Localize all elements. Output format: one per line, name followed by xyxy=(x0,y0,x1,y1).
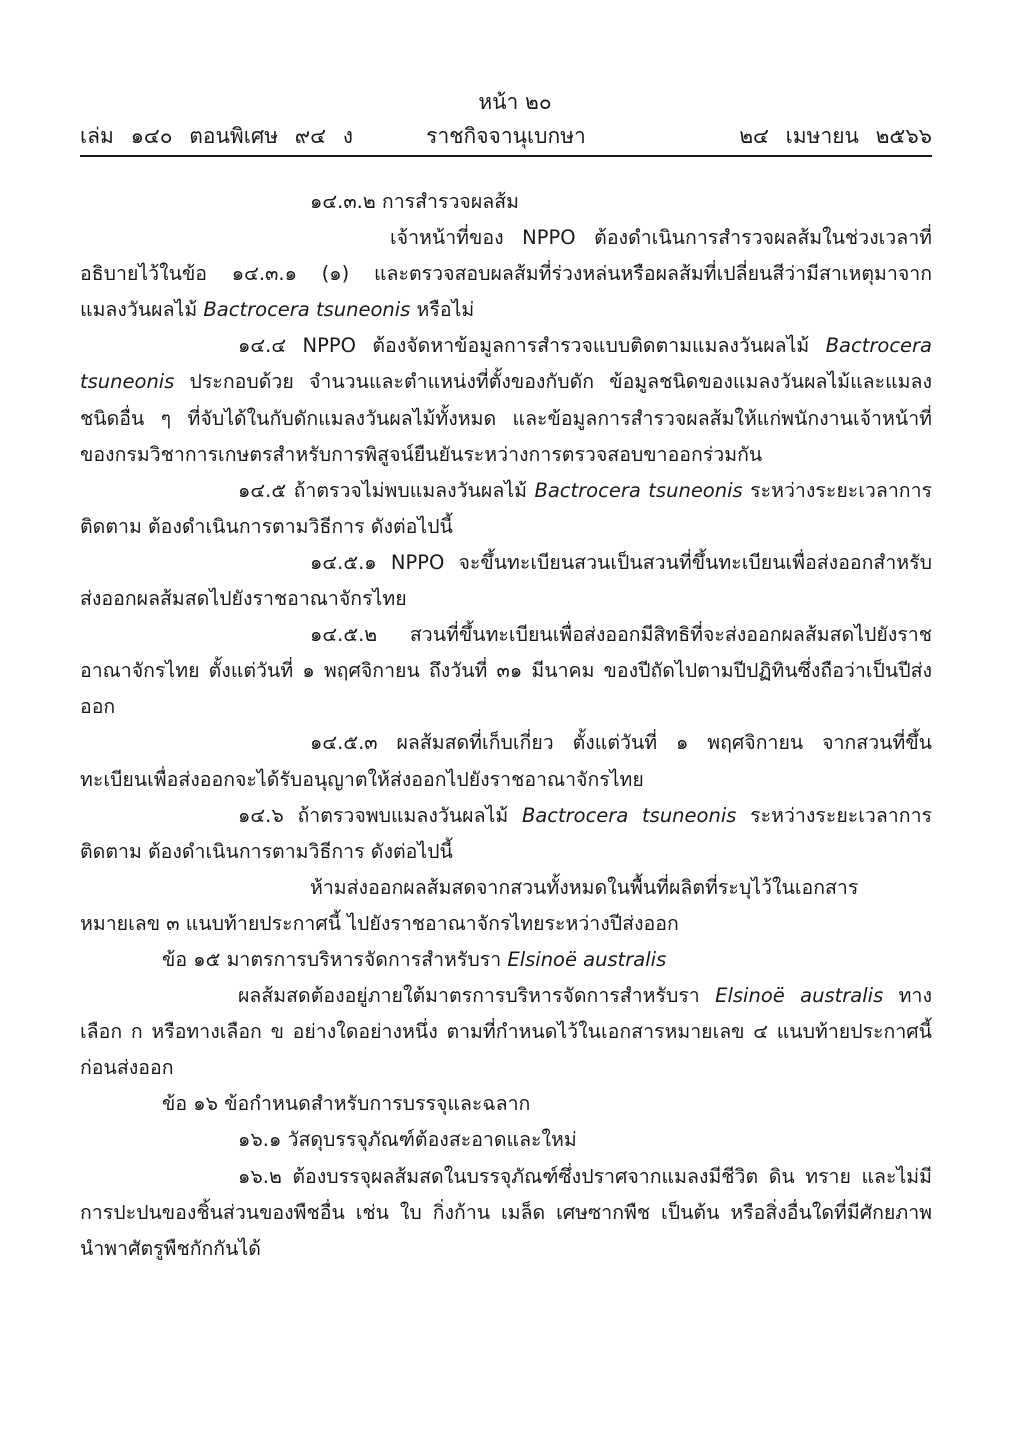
paragraph-14-5-3: ๑๔.๕.๓ ผลส้มสดที่เก็บเกี่ยว ตั้งแต่วันที่ ๑ พฤศจิกายน จากสวนที่ขึ้นทะเบียนเพื่อส่งออกจะได้รับอนุญาตให้ส่งออกไปยังราชอาณาจักรไทย xyxy=(80,731,932,791)
paragraph-14-5-2: ๑๔.๕.๒ สวนที่ขึ้นทะเบียนเพื่อส่งออกมีสิทธิที่จะส่งออกผลส้มสดไปยังราชอาณาจักรไทย ตั้งแต่วันที่ ๑ พฤศจิกายน ถึงวันที่ ๓๑ มีนาคม ของปีถัดไปตามปีปฏิทินซึ่งถือว่าเป็นปีส่งออก xyxy=(80,623,932,719)
section-heading-14-3-2: ๑๔.๓.๒ การสำรวจผลส้ม xyxy=(310,190,519,213)
publication-date: ๒๔ เมษายน ๒๕๖๖ xyxy=(739,124,932,148)
paragraph-export-ban: ห้ามส่งออกผลส้มสดจากสวนทั้งหมดในพื้นที่ผลิตที่ระบุไว้ในเอกสารหมายเลข ๓ แนบท้ายประกาศนี้ ไปยังราชอาณาจักรไทยระหว่างปีส่งออก xyxy=(80,875,859,935)
clause-15-heading: ข้อ ๑๕ มาตรการบริหารจัดการสำหรับรา Elsinoë australis xyxy=(162,947,667,971)
species-name: Bactrocera tsuneonis xyxy=(80,334,932,394)
species-name: Bactrocera tsuneonis xyxy=(521,803,737,827)
species-name: Bactrocera tsuneonis xyxy=(203,298,411,322)
paragraph-14-5: ๑๔.๕ ถ้าตรวจไม่พบแมลงวันผลไม้ Bactrocera tsuneonis ระหว่างระยะเวลาการติดตาม ต้องดำเนินการตามวิธีการ ดังต่อไปนี้ xyxy=(80,478,932,538)
publication-title: ราชกิจจานุเบกษา xyxy=(426,124,586,148)
paragraph-16-2: ๑๖.๒ ต้องบรรจุผลส้มสดในบรรจุภัณฑ์ซึ่งปราศจากแมลงมีชีวิต ดิน ทราย และไม่มีการปะปนของชิ้นส่วนของพืชอื่น เช่น ใบ กิ่งก้าน เมล็ด เศษซากพืช เป็นต้น หรือสิ่งอื่นใดที่มีศักยภาพนำพาศัตรูพืชกักกันได้ xyxy=(80,1164,932,1260)
paragraph-14-6: ๑๔.๖ ถ้าตรวจพบแมลงวันผลไม้ Bactrocera tsuneonis ระหว่างระยะเวลาการติดตาม ต้องดำเนินการตามวิธีการ ดังต่อไปนี้ xyxy=(80,803,932,863)
paragraph-orange-survey: เจ้าหน้าที่ของ NPPO ต้องดำเนินการสำรวจผลส้มในช่วงเวลาที่อธิบายไว้ในข้อ ๑๔.๓.๑ (๑) และตรวจสอบผลส้มที่ร่วงหล่นหรือผลส้มที่เปลี่ยนสีว่ามีสาเหตุมาจากแมลงวันผลไม้ Bactrocera tsuneonis หรือไม่ xyxy=(80,226,932,322)
paragraph-14-5-1: ๑๔.๕.๑ NPPO จะขึ้นทะเบียนสวนเป็นสวนที่ขึ้นทะเบียนเพื่อส่งออกสำหรับส่งออกผลส้มสดไปยังราชอาณาจักรไทย xyxy=(80,550,932,611)
species-name: Elsinoë australis xyxy=(715,984,884,1008)
page-number: หน้า ๒๐ xyxy=(478,90,552,114)
species-name: Bactrocera tsuneonis xyxy=(534,478,743,502)
volume-issue: เล่ม ๑๔๐ ตอนพิเศษ ๙๔ ง xyxy=(80,124,353,148)
header-divider xyxy=(80,155,932,157)
paragraph-14-4: ๑๔.๔ NPPO ต้องจัดหาข้อมูลการสำรวจแบบติดตามแมลงวันผลไม้ Bactrocera tsuneonis ประกอบด้วย จำนวนและตำแหน่งที่ตั้งของกับดัก ข้อมูลชนิดของแมลงวันผลไม้และแมลงชนิดอื่น ๆ ที่จับได้ในกับดักแมลงวันผลไม้ทั้งหมด และข้อมูลการสำรวจผลส้มให้แก่พนักงานเจ้าหน้าที่ของกรมวิชาการเกษตรสำหรับการพิสูจน์ยืนยันระหว่างการตรวจสอบขาออกร่วมกัน xyxy=(80,334,932,466)
species-name: Elsinoë australis xyxy=(507,947,667,971)
paragraph-clause-15: ผลส้มสดต้องอยู่ภายใต้มาตรการบริหารจัดการสำหรับรา Elsinoë australis ทางเลือก ก หรือทางเลือก ข อย่างใดอย่างหนึ่ง ตามที่กำหนดไว้ในเอกสารหมายเลข ๔ แนบท้ายประกาศนี้ก่อนส่งออก xyxy=(80,984,932,1080)
clause-16-heading: ข้อ ๑๖ ข้อกำหนดสำหรับการบรรจุและฉลาก xyxy=(162,1092,531,1116)
document-body xyxy=(80,184,932,1267)
paragraph-16-1: ๑๖.๑ วัสดุบรรจุภัณฑ์ต้องสะอาดและใหม่ xyxy=(238,1128,577,1152)
